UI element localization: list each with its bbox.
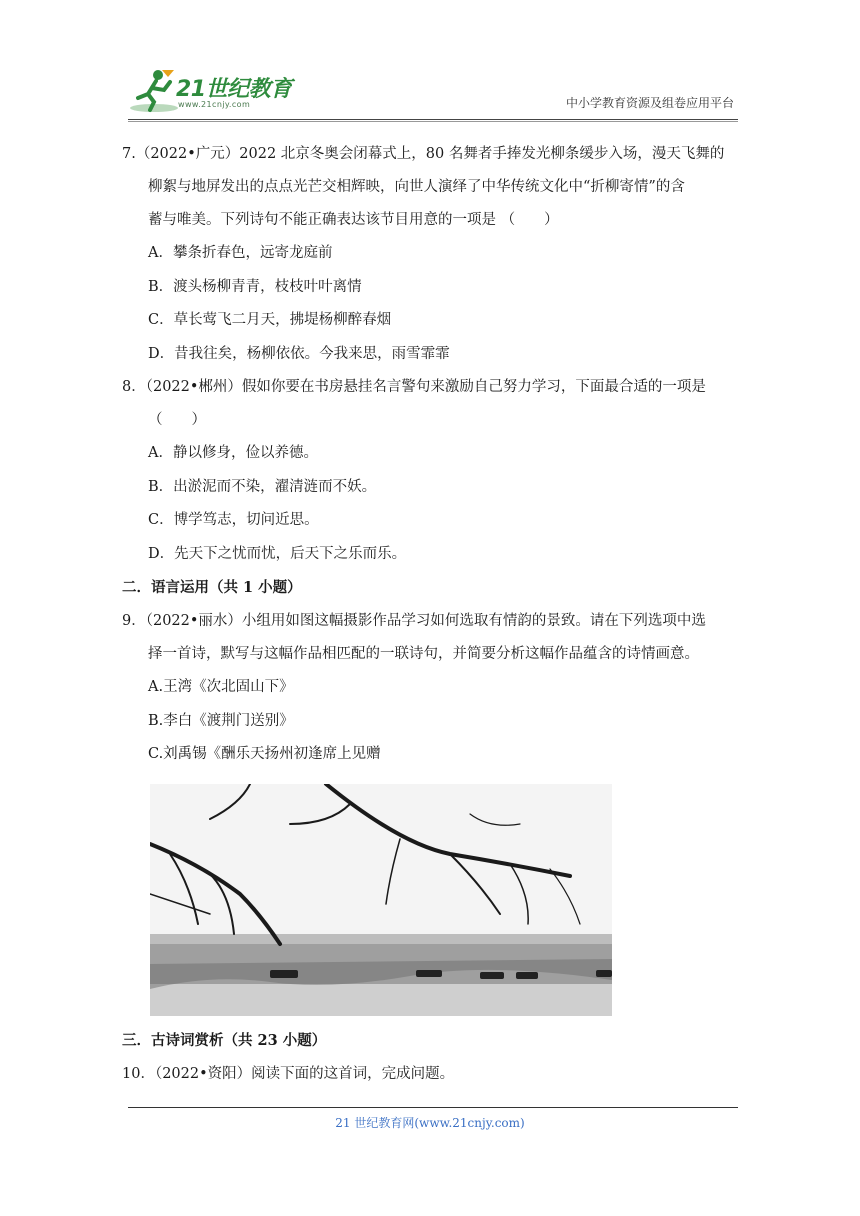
question-line: 9．（2022•丽水）小组用如图这幅摄影作品学习如何选取有情韵的景致。请在下列选项中选 <box>122 613 706 629</box>
landscape-photo <box>150 784 612 1016</box>
option-c: C．草长莺飞二月天，拂堤杨柳醉春烟 <box>148 312 392 328</box>
option-b: B．出淤泥而不染，濯清涟而不妖。 <box>148 478 377 495</box>
option-a: A.王湾《次北固山下》 <box>148 679 294 695</box>
option-a: A．静以修身，俭以养德。 <box>148 445 318 461</box>
option-d: D．昔我往矣，杨柳依依。今我来思，雨雪霏霏 <box>148 345 450 362</box>
platform-name: 中小学教育资源及组卷应用平台 <box>565 96 734 110</box>
question-8 <box>122 371 742 571</box>
question-line: （ ） <box>148 412 206 428</box>
section-heading-3: 三．古诗词赏析（共 23 小题） <box>122 1031 327 1049</box>
header-divider <box>128 119 738 120</box>
page-header <box>128 64 738 120</box>
option-c: C.刘禹锡《酬乐天扬州初逢席上见赠 <box>148 746 381 762</box>
option-b: B.李白《渡荆门送别》 <box>148 712 294 729</box>
question-7 <box>122 138 742 371</box>
footer-divider <box>128 1107 738 1108</box>
question-line: 柳絮与地屏发出的点点光芒交相辉映，向世人演绎了中华传统文化中“折柳寄情”的含 <box>148 179 685 195</box>
option-b: B．渡头杨柳青青，枝枝叶叶离情 <box>148 278 362 295</box>
option-d: D．先天下之忧而忧，后天下之乐而乐。 <box>148 545 407 562</box>
question-line: 择一首诗，默写与这幅作品相匹配的一联诗句，并简要分析这幅作品蕴含的诗情画意。 <box>148 646 699 662</box>
question-9 <box>122 605 742 1016</box>
logo-text: 21世纪教育 <box>176 77 292 102</box>
logo-subtitle: www.21cnjy.com <box>178 100 251 109</box>
header-divider-thin <box>128 121 738 122</box>
question-line: 蓄与唯美。下列诗句不能正确表达该节目用意的一项是 （ ） <box>148 212 559 228</box>
option-c: C．博学笃志，切问近思。 <box>148 512 319 528</box>
section-heading-2: 二．语言运用（共 1 小题） <box>122 579 302 596</box>
question-line: 8．（2022•郴州）假如你要在书房悬挂名言警句来激励自己努力学习，下面最合适的一项是 <box>122 379 706 395</box>
option-a: A．攀条折春色，远寄龙庭前 <box>148 245 333 261</box>
document-body <box>122 138 742 1091</box>
question-line: 7.（2022•广元）2022 北京冬奥会闭幕式上，80 名舞者手捧发光柳条缓步入场，漫天飞舞的 <box>122 146 725 162</box>
footer-link[interactable]: 21 世纪教育网(www.21cnjy.com) <box>335 1116 525 1130</box>
question-10: 10．（2022•资阳）阅读下面的这首词，完成问题。 <box>122 1065 455 1082</box>
